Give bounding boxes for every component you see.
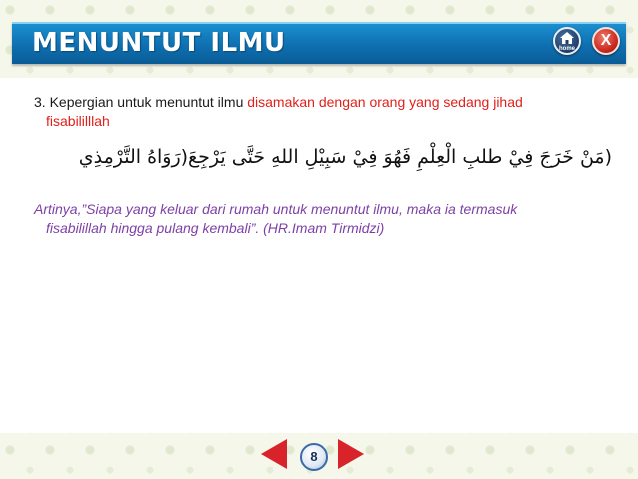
- point-prefix: 3. Kepergian untuk menuntut ilmu: [34, 94, 248, 110]
- translation-line-1: Artinya,”Siapa yang keluar dari rumah untuk menuntut ilmu, maka ia termasuk: [34, 201, 518, 217]
- home-label: home: [558, 46, 575, 52]
- point-text: [34, 93, 604, 131]
- translation-text: [34, 200, 604, 238]
- page-title: MENUNTUT ILMU: [32, 28, 286, 58]
- title-bar: [12, 22, 626, 64]
- previous-page-arrow-icon[interactable]: [261, 439, 287, 469]
- close-button[interactable]: X: [592, 27, 620, 55]
- point-continuation: fisabililllah: [46, 113, 110, 129]
- page-number-badge: 8: [300, 443, 328, 471]
- hadith-arabic-text: (مَنْ خَرَجَ فِيْ طلبِ الْعِلْمِ فَهُوَ فِيْ سَبِيْلِ اللهِ حَتَّى يَرْجِعَ(رَوَاهُ التَّرْمِذِي: [78, 146, 612, 168]
- translation-line-2: fisabilillah hingga pulang kembali”. (HR.Imam Tirmidzi): [46, 220, 385, 236]
- home-button[interactable]: [553, 27, 581, 55]
- next-page-arrow-icon[interactable]: [338, 439, 364, 469]
- home-icon: [560, 32, 574, 45]
- content-area: [0, 78, 638, 433]
- point-highlight: disamakan dengan orang yang sedang jihad: [247, 94, 523, 110]
